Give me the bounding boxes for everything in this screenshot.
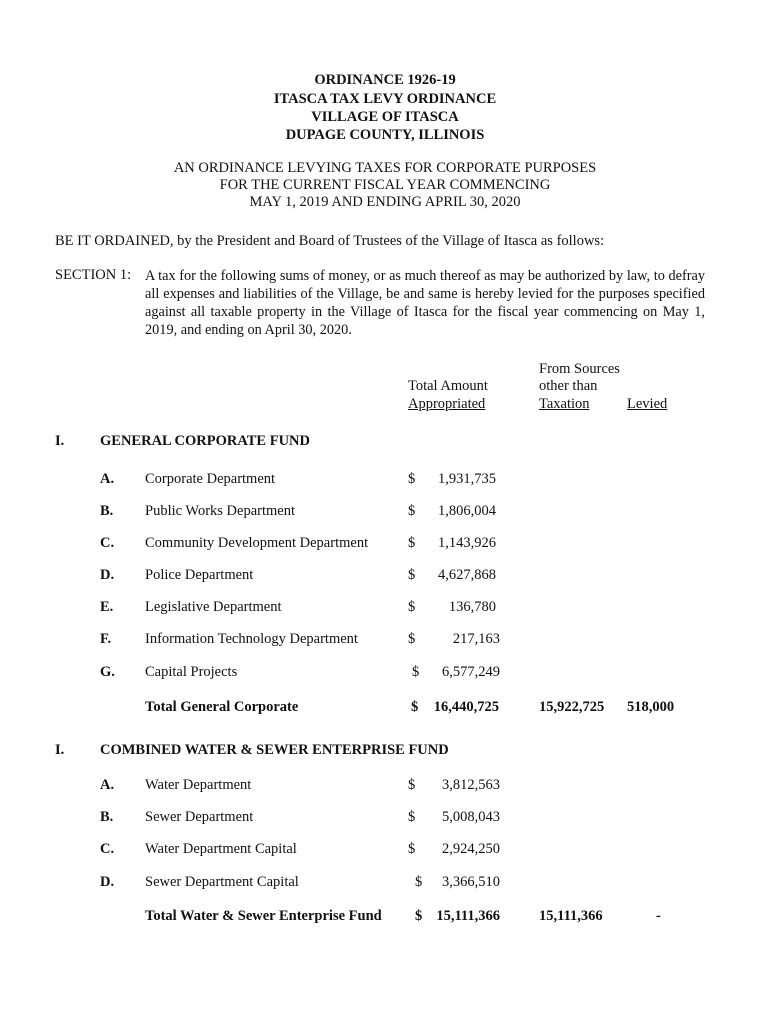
total-label: Total Water & Sewer Enterprise Fund: [145, 908, 382, 924]
row-name: Water Department: [145, 777, 252, 793]
row-letter: B.: [100, 809, 114, 825]
village-name: VILLAGE OF ITASCA: [311, 109, 459, 125]
row-name: Sewer Department Capital: [145, 874, 299, 890]
row-name: Capital Projects: [145, 664, 238, 680]
row-letter: D.: [100, 567, 115, 583]
section-1-label: SECTION 1:: [55, 267, 132, 283]
row-dollar: $: [408, 777, 416, 793]
row-dollar: $: [408, 631, 416, 647]
ordained-statement: BE IT ORDAINED, by the President and Board of Trustees of the Village of Itasca as follows:: [55, 233, 605, 249]
row-dollar: $: [408, 567, 416, 583]
col-levied: Levied: [627, 396, 668, 412]
county-name: DUPAGE COUNTY, ILLINOIS: [285, 127, 485, 143]
row-letter: A.: [100, 471, 115, 487]
subtitle-line-3: MAY 1, 2019 AND ENDING APRIL 30, 2020: [249, 194, 521, 210]
row-amount: 4,627,868: [438, 567, 496, 583]
fund2-numeral: I.: [55, 742, 65, 758]
row-dollar: $: [408, 599, 416, 615]
total-amount: 15,111,366: [436, 908, 500, 924]
row-amount: 136,780: [448, 599, 496, 615]
row-name: Community Development Department: [145, 535, 369, 551]
fund1-title: GENERAL CORPORATE FUND: [100, 433, 310, 449]
row-amount: 217,163: [452, 631, 500, 647]
row-name: Corporate Department: [145, 471, 276, 487]
col-sources-line2: other than: [539, 378, 598, 394]
total-sources: 15,922,725: [539, 699, 605, 715]
row-letter: E.: [100, 599, 114, 615]
row-dollar: $: [408, 503, 416, 519]
row-letter: C.: [100, 841, 115, 857]
row-name: Police Department: [145, 567, 254, 583]
total-amount: 16,440,725: [433, 699, 499, 715]
row-amount: 3,366,510: [442, 874, 500, 890]
fund1-numeral: I.: [55, 433, 65, 449]
row-letter: F.: [100, 631, 112, 647]
row-amount: 5,008,043: [442, 809, 500, 825]
total-label: Total General Corporate: [145, 699, 299, 715]
col-sources-line1: From Sources: [539, 361, 620, 377]
subtitle-line-2: FOR THE CURRENT FISCAL YEAR COMMENCING: [219, 177, 551, 193]
col-sources-line3: Taxation: [539, 396, 590, 412]
total-dollar: $: [411, 699, 419, 715]
section-1-text: A tax for the following sums of money, or as much thereof as may be authorized by law, to defray all expenses and liabilities of the Village, be and same is hereby levied for the purposes specified against all taxable property in the Village of Itasca for the fiscal year commencing on May 1, 2019, and ending on April 30, 2020.: [145, 268, 705, 338]
row-dollar: $: [408, 471, 416, 487]
row-letter: C.: [100, 535, 115, 551]
row-name: Legislative Department: [145, 599, 282, 615]
ordinance-number: ORDINANCE 1926-19: [314, 72, 456, 88]
row-letter: D.: [100, 874, 115, 890]
row-name: Information Technology Department: [145, 631, 358, 647]
row-dollar: $: [412, 664, 420, 680]
row-amount: 2,924,250: [442, 841, 500, 857]
row-amount: 1,806,004: [438, 503, 496, 519]
total-levied: 518,000: [627, 699, 675, 715]
row-amount: 1,931,735: [438, 471, 496, 487]
fund2-title: COMBINED WATER & SEWER ENTERPRISE FUND: [100, 742, 449, 758]
row-dollar: $: [408, 841, 416, 857]
total-dollar: $: [415, 908, 423, 924]
row-letter: A.: [100, 777, 115, 793]
row-dollar: $: [415, 874, 423, 890]
row-dollar: $: [408, 809, 416, 825]
ordinance-title: ITASCA TAX LEVY ORDINANCE: [273, 91, 497, 107]
row-name: Public Works Department: [145, 503, 295, 519]
row-name: Water Department Capital: [145, 841, 297, 857]
subtitle-line-1: AN ORDINANCE LEVYING TAXES FOR CORPORATE PURPOSES: [173, 160, 597, 176]
row-amount: 6,577,249: [442, 664, 500, 680]
col-total-line1: Total Amount: [408, 378, 488, 394]
row-amount: 1,143,926: [438, 535, 496, 551]
col-total-line2: Appropriated: [408, 396, 486, 412]
row-dollar: $: [408, 535, 416, 551]
row-name: Sewer Department: [145, 809, 254, 825]
total-sources: 15,111,366: [539, 908, 603, 924]
row-letter: G.: [100, 664, 115, 680]
row-amount: 3,812,563: [442, 777, 500, 793]
total-levied: -: [656, 908, 661, 924]
row-letter: B.: [100, 503, 114, 519]
